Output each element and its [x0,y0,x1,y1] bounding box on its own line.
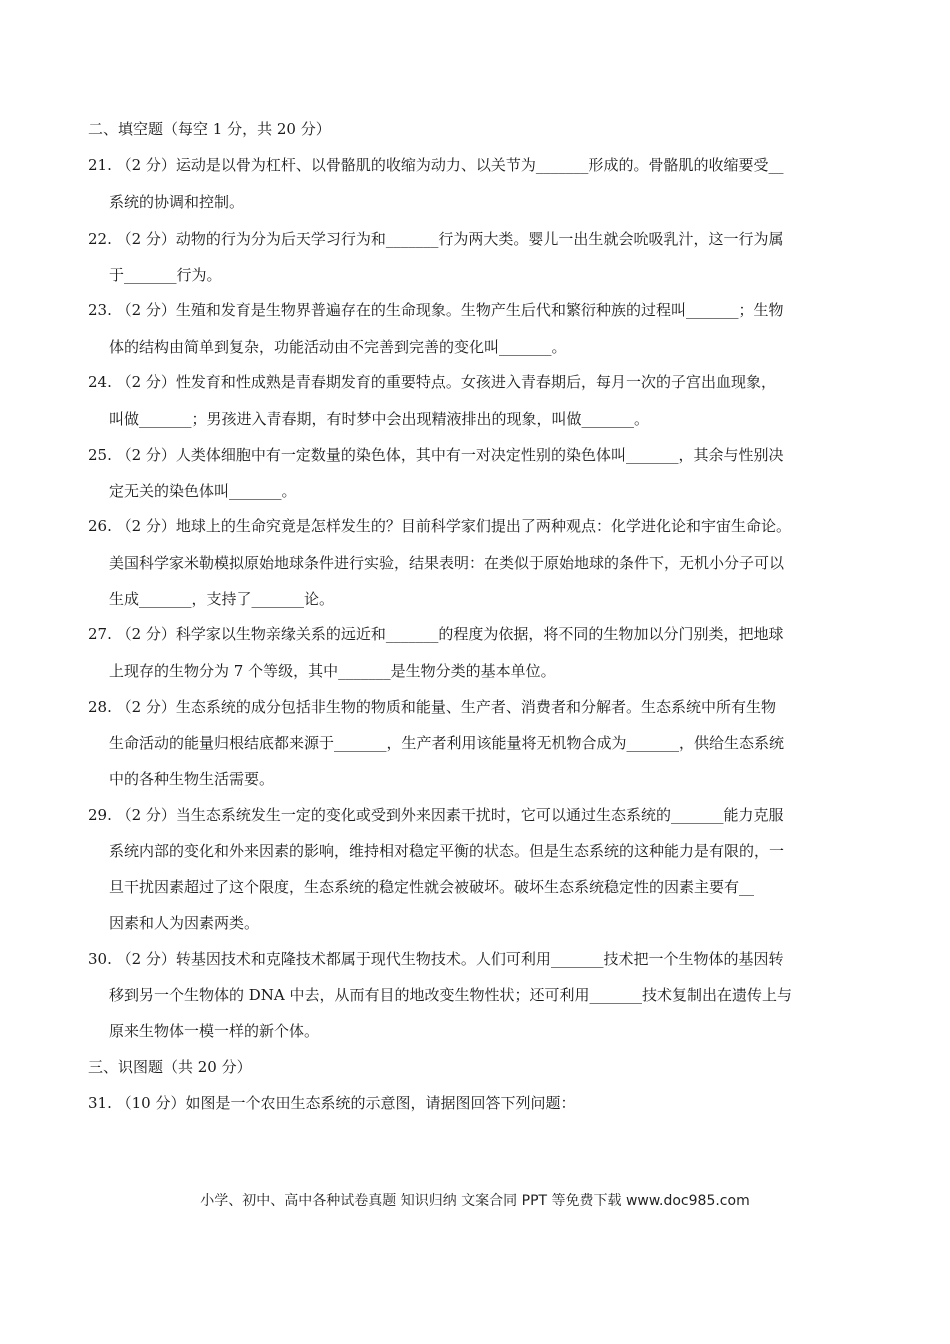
question-24: 24. （2 分）性发育和性成熟是青春期发育的重要特点。女孩进入青春期后，每月一次的子宫出血现象， [88,373,776,391]
question-29-cont: 系统内部的变化和外来因素的影响，维持相对稳定平衡的状态。但是生态系统的这种能力是有限的，一 [109,842,785,860]
question-22: 22. （2 分）动物的行为分为后天学习行为和_______行为两大类。婴儿一出生就会吮吸乳汁，这一行为属 [88,230,784,248]
question-30-cont: 原来生物体一模一样的新个体。 [109,1022,320,1040]
question-29-cont: 旦干扰因素超过了这个限度，生态系统的稳定性就会被破坏。破坏生态系统稳定性的因素主要有__ [109,878,755,896]
section-heading: 二、填空题（每空 1 分，共 20 分） [88,120,331,138]
question-22-cont: 于_______行为。 [109,266,222,284]
question-25: 25. （2 分）人类体细胞中有一定数量的染色体，其中有一对决定性别的染色体叫_______，其余与性别决 [88,446,784,464]
question-25-cont: 定无关的染色体叫_______。 [109,482,297,500]
question-29: 29. （2 分）当生态系统发生一定的变化或受到外来因素干扰时，它可以通过生态系统的_______能力克服 [88,806,784,824]
question-28-cont: 生命活动的能量归根结底都来源于_______，生产者利用该能量将无机物合成为_______，供给生态系统 [109,734,785,752]
question-28-cont: 中的各种生物生活需要。 [109,770,275,788]
section-heading: 三、识图题（共 20 分） [88,1058,252,1076]
question-27: 27. （2 分）科学家以生物亲缘关系的远近和_______的程度为依据，将不同的生物加以分门别类，把地球 [88,625,784,643]
question-31: 31. （10 分）如图是一个农田生态系统的示意图，请据图回答下列问题： [88,1094,576,1112]
question-24-cont: 叫做_______；男孩进入青春期，有时梦中会出现精液排出的现象，叫做_______。 [109,410,650,428]
question-30: 30. （2 分）转基因技术和克隆技术都属于现代生物技术。人们可利用_______技术把一个生物体的基因转 [88,950,784,968]
question-28: 28. （2 分）生态系统的成分包括非生物的物质和能量、生产者、消费者和分解者。生态系统中所有生物 [88,698,776,716]
question-27-cont: 上现存的生物分为 7 个等级，其中_______是生物分类的基本单位。 [109,662,556,680]
question-21-cont: 系统的协调和控制。 [109,193,245,211]
question-26-cont: 生成_______，支持了_______论。 [109,590,335,608]
question-23-cont: 体的结构由简单到复杂，功能活动由不完善到完善的变化叫_______。 [109,338,567,356]
question-21: 21. （2 分）运动是以骨为杠杆、以骨骼肌的收缩为动力、以关节为_______形成的。骨骼肌的收缩要受__ [88,156,784,174]
question-29-cont: 因素和人为因素两类。 [109,914,260,932]
question-26: 26. （2 分）地球上的生命究竟是怎样发生的？目前科学家们提出了两种观点：化学进化论和宇宙生命论。 [88,517,791,535]
question-26-cont: 美国科学家米勒模拟原始地球条件进行实验，结果表明：在类似于原始地球的条件下，无机小分子可以 [109,554,785,572]
question-30-cont: 移到另一个生物体的 DNA 中去，从而有目的地改变生物性状；还可利用_______技术复制出在遗传上与 [109,986,793,1004]
question-23: 23. （2 分）生殖和发育是生物界普遍存在的生命现象。生物产生后代和繁衍种族的过程叫_______；生物 [88,301,784,319]
page-footer: 小学、初中、高中各种试卷真题 知识归纳 文案合同 PPT 等免费下载 www.doc985.com [200,1193,750,1209]
